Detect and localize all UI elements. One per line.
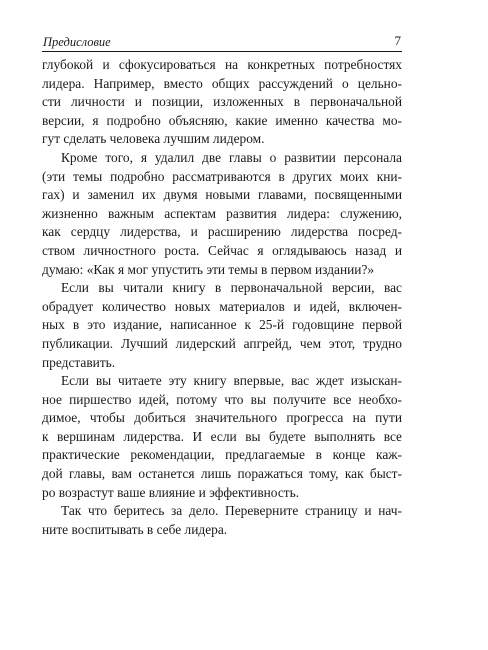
text-line: Если вы читали книгу в первоначальной версии, вас [61, 280, 402, 296]
paragraph-4 [42, 372, 402, 502]
text-line: Если вы читаете эту книгу впервые, вас ждет изыскан- [61, 373, 402, 389]
text-line: жизненно важным аспектам развития лидера: служению, [42, 205, 402, 221]
text-line: думаю: «Как я мог упустить эти темы в первом издании?» [42, 261, 375, 277]
text-line: сти личности и позиции, изложенных в первоначальной [42, 94, 402, 110]
text-line: к вершинам лидерства. И если вы будете выполнять все [42, 428, 402, 444]
paragraph-5 [42, 502, 402, 539]
text-line: обрадует количество новых материалов и идей, включен- [42, 298, 402, 314]
text-line: Так что беритесь за дело. Переверните страницу и нач- [61, 503, 402, 519]
text-line: ро возрастут ваше влияние и эффективность. [42, 484, 300, 500]
text-line: практические рекомендации, предлагаемые в конце каж- [42, 447, 402, 463]
text-line: ством личностного роста. Сейчас я оглядываюсь назад и [42, 242, 402, 258]
text-line: публикации. Лучший лидерский апгрейд, чем этот, трудно [42, 335, 402, 351]
text-line: ных в это издание, написанное к 25-й годовщине первой [42, 317, 402, 333]
text-line: Кроме того, я удалил две главы о развитии персонала [61, 149, 402, 165]
paragraph-2 [42, 149, 402, 279]
text-line: дой главы, вам останется лишь поражаться тому, как быст- [42, 466, 402, 482]
running-header [42, 33, 402, 52]
paragraph-1 [42, 56, 402, 149]
text-line: гах) и заменил их двумя новыми главами, посвященными [42, 187, 402, 203]
paragraph-3 [42, 279, 402, 372]
text-line: ное пиршество идей, потому что вы получите все необхо- [42, 391, 402, 407]
text-line: (эти темы подробно рассматриваются в других моих кни- [42, 168, 402, 184]
text-line: как сердцу лидерства, и расширению лидерства посред- [42, 224, 402, 240]
page-number: 7 [394, 33, 401, 48]
text-line: представить. [42, 354, 116, 370]
text-line: димое, чтобы добиться значительного прогресса на пути [42, 410, 402, 426]
text-line: версии, я подробно объясняю, какие именно качества мо- [42, 112, 402, 128]
text-line: гут сделать человека лучшим лидером. [42, 131, 265, 147]
text-line: лидера. Например, вместо общих рассуждений о цельно- [42, 75, 402, 91]
text-line: глубокой и сфокусироваться на конкретных потребностях [42, 57, 402, 72]
section-title: Предисловие [43, 35, 111, 49]
body-text [42, 56, 402, 539]
text-line: ните воспитывать в себе лидера. [42, 521, 228, 537]
